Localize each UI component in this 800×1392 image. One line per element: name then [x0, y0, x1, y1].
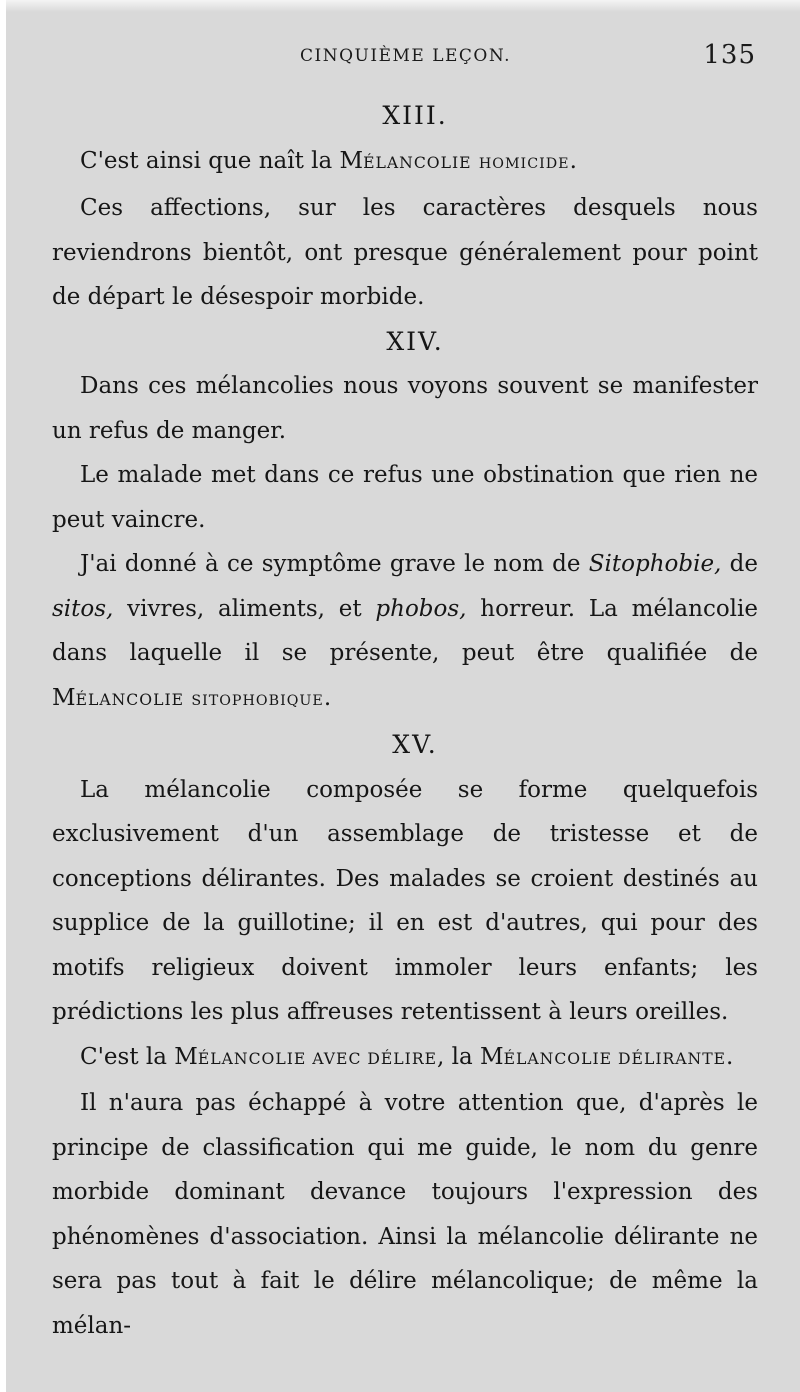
paragraph: Dans ces mélancolies nous voyons souvent se manifester un refus de manger. — [52, 373, 758, 444]
text-run: C'est la M — [80, 1043, 198, 1070]
text-run: . — [726, 1043, 734, 1070]
paragraph: Le malade met dans ce refus une obstination que rien ne peut vaincre. — [52, 462, 758, 533]
text-run: de — [721, 551, 758, 577]
paragraph: Il n'aura pas échappé à votre attention que, d'après le principe de classification qui me guide, le nom du genre morbide dominant devance toujours l'expression des phénomènes d'association. Ainsi la mélancolie délirante ne sera pas tout à fait le délire mélancolique; de même la mélan- — [52, 1090, 758, 1339]
small-caps: ÉLANCOLIE — [363, 152, 472, 172]
body-text — [52, 94, 758, 1348]
text-run: J'ai donné à ce symptôme grave le nom de — [80, 551, 589, 577]
small-caps: HOMICIDE — [478, 155, 570, 172]
paragraph — [52, 542, 758, 723]
text-run: vivres, aliments, et — [113, 595, 376, 622]
paragraph — [52, 139, 758, 187]
small-caps: ÉLANCOLIE DÉLIRANTE — [503, 1048, 727, 1068]
page-number: 135 — [703, 40, 756, 70]
text-run: . — [323, 684, 332, 711]
text-run: horreur. La mélancolie dans laquelle il se présente, peut être qualifiée de M — [52, 595, 758, 711]
section-heading-xiii: XIII. — [382, 101, 448, 130]
small-caps: ÉLANCOLIE AVEC DÉLIRE — [197, 1048, 438, 1068]
paragraph: Ces affections, sur les caractères desquels nous reviendrons bientôt, ont presque généralement pour point de départ le désespoir morbide. — [52, 195, 758, 310]
text-run: , la M — [437, 1043, 504, 1070]
small-caps: SITOPHOBIQUE — [191, 692, 324, 709]
paragraph — [52, 1035, 758, 1082]
running-head: CINQUIÈME LEÇON. — [300, 46, 512, 66]
page-header — [6, 40, 800, 80]
text-run: C'est ainsi que naît la M — [80, 147, 364, 174]
paragraph: La mélancolie composée se forme quelquefois exclusivement d'un assemblage de tristesse et de conceptions délirantes. Des malades se croient destinés au supplice de la guillotine; il en est d'autres, qui pour des motifs religieux doivent immoler leurs enfants; les prédictions les plus affreuses retentissent à leurs oreilles. — [52, 776, 758, 1025]
italic-term: phobos, — [375, 595, 467, 622]
text-run: . — [569, 147, 577, 174]
italic-term: Sitophobie, — [588, 551, 722, 577]
small-caps: ÉLANCOLIE — [75, 689, 185, 709]
section-heading-xiv: XIV. — [386, 326, 444, 356]
section-heading-xv: XV. — [392, 730, 438, 759]
italic-term: sitos, — [52, 595, 114, 622]
